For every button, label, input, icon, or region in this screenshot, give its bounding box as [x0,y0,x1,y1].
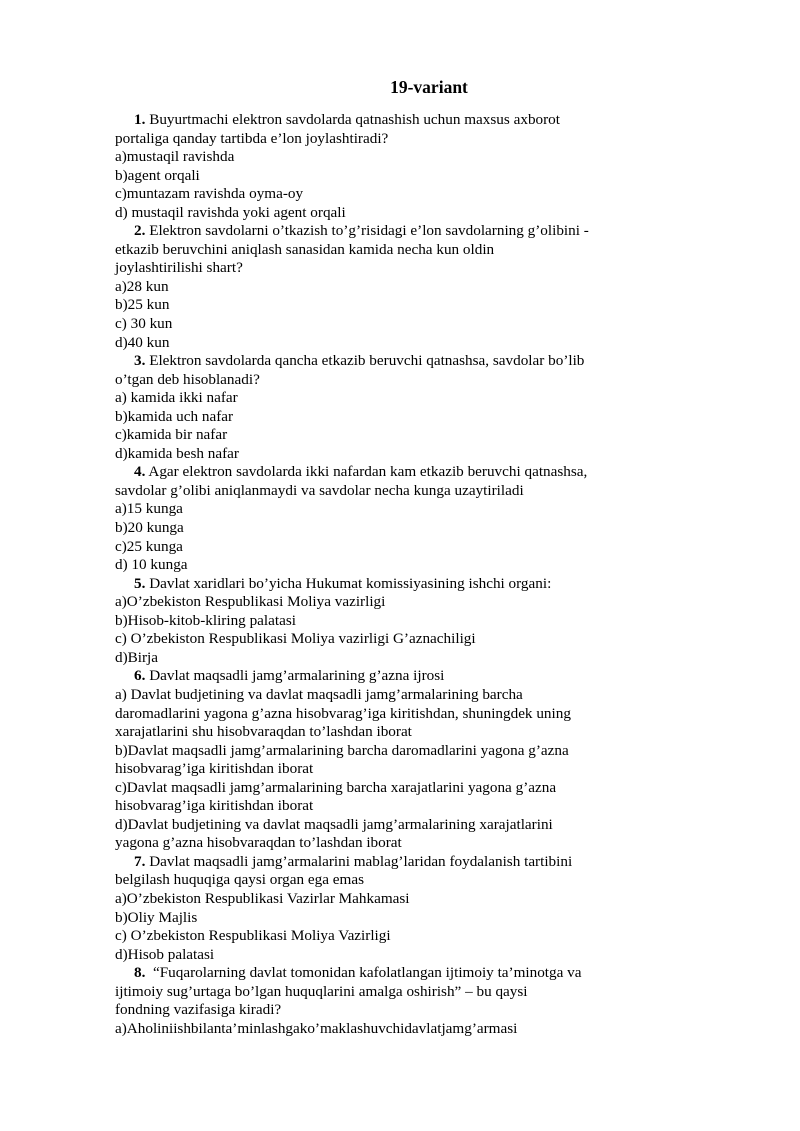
text-line: d)Birja [115,648,159,666]
question-number: 7. [134,852,146,870]
text-line: portaliga qanday tartibda e’lon joylashtiradi? [115,129,389,147]
question-line [115,853,635,872]
question-text: “Fuqarolarning davlat tomonidan kafolatlangan ijtimoiy ta’minotga va [145,964,582,982]
text-line: b)20 kunga [115,519,184,537]
text-line: a) Davlat budjetining va davlat maqsadli jamg’armalarining barcha [115,685,523,703]
text-line: b)kamida uch nafar [115,407,234,425]
text-line: a)O’zbekiston Respublikasi Vazirlar Mahkamasi [115,889,410,907]
text-line: a)Aholiniishbilanta’minlashgako’maklashuvchidavlatjamg’armasi [115,1019,518,1037]
text-line: d)40 kun [115,333,170,351]
question-line [115,575,635,594]
text-line: b)Davlat maqsadli jamg’armalarining barcha daromadlarini yagona g’azna [115,741,569,759]
page-title: 19-variant [390,77,468,97]
text-line: c)kamida bir nafar [115,426,228,444]
text-line: d) mustaqil ravishda yoki agent orqali [115,203,346,221]
text-line: c)muntazam ravishda oyma-oy [115,185,304,203]
text-line: yagona g’azna hisobvaraqdan to’lashdan iborat [115,834,402,852]
text-line: a)O’zbekiston Respublikasi Moliya vazirligi [115,593,386,611]
text-line: c)25 kunga [115,537,183,555]
question-text: Agar elektron savdolarda ikki nafardan kam etkazib beruvchi qatnashsa, [145,463,588,481]
question-number: 8. [134,964,146,982]
text-line: xarajatlarini shu hisobvaraqdan to’lashdan iborat [115,723,412,741]
text-line: c)Davlat maqsadli jamg’armalarining barcha xarajatlarini yagona g’azna [115,778,557,796]
question-number: 2. [134,222,146,240]
text-line: b)Hisob-kitob-kliring palatasi [115,611,296,629]
question-number: 3. [134,352,146,370]
text-line: a) kamida ikki nafar [115,389,238,407]
text-line: a)15 kunga [115,500,183,518]
question-line [115,222,635,241]
text-line: d)Hisob palatasi [115,945,215,963]
text-line: belgilash huquqiga qaysi organ ega emas [115,871,364,889]
text-line: b)25 kun [115,296,170,314]
question-line [115,667,635,686]
question-number: 6. [134,667,146,685]
text-line: b)agent orqali [115,166,200,184]
text-line: c) 30 kun [115,315,173,333]
text-line: fondning vazifasiga kiradi? [115,1001,282,1019]
text-line: d) 10 kunga [115,556,188,574]
text-line: hisobvarag’iga kiritishdan iborat [115,797,314,815]
text-line: savdolar g’olibi aniqlanmaydi va savdolar necha kunga uzaytiriladi [115,481,524,499]
question-number: 4. [134,463,146,481]
question-number: 5. [134,574,146,592]
text-line: joylashtirilishi shart? [115,259,243,277]
question-list [115,111,635,1038]
question-line [115,352,635,371]
question-text: Davlat xaridlari bo’yicha Hukumat komissiyasining ishchi organi: [145,574,552,592]
text-line: etkazib beruvchini aniqlash sanasidan kamida necha kun oldin [115,240,495,258]
question-text: Elektron savdolarni o’tkazish to’g’risidagi e’lon savdolarning g’olibini - [145,222,589,240]
text-line: b)Oliy Majlis [115,908,198,926]
text-line: a)mustaqil ravishda [115,148,235,166]
text-line: hisobvarag’iga kiritishdan iborat [115,760,314,778]
text-line: c) O’zbekiston Respublikasi Moliya vazirligi G’aznachiligi [115,630,476,648]
question-text: Davlat maqsadli jamg’armalarini mablag’laridan foydalanish tartibini [145,852,573,870]
question-line [115,111,635,130]
question-line [115,463,635,482]
question-line [115,964,635,983]
text-line: a)28 kun [115,277,169,295]
question-text: Elektron savdolarda qancha etkazib beruvchi qatnashsa, savdolar bo’lib [145,352,585,370]
question-text: Buyurtmachi elektron savdolarda qatnashish uchun maxsus axborot [145,111,560,128]
question-number: 1. [134,111,146,128]
text-line: o’tgan deb hisoblanadi? [115,370,260,388]
text-line: ijtimoiy sug’urtaga bo’lgan huquqlarini amalga oshirish” – bu qaysi [115,982,528,1000]
text-line: c) O’zbekiston Respublikasi Moliya Vazirligi [115,927,391,945]
text-line: daromadlarini yagona g’azna hisobvarag’iga kiritishdan, shuningdek uning [115,704,571,722]
question-text: Davlat maqsadli jamg’armalarining g’azna ijrosi [145,667,445,685]
text-line: d)Davlat budjetining va davlat maqsadli jamg’armalarining xarajatlarini [115,815,553,833]
text-line: d)kamida besh nafar [115,444,239,462]
